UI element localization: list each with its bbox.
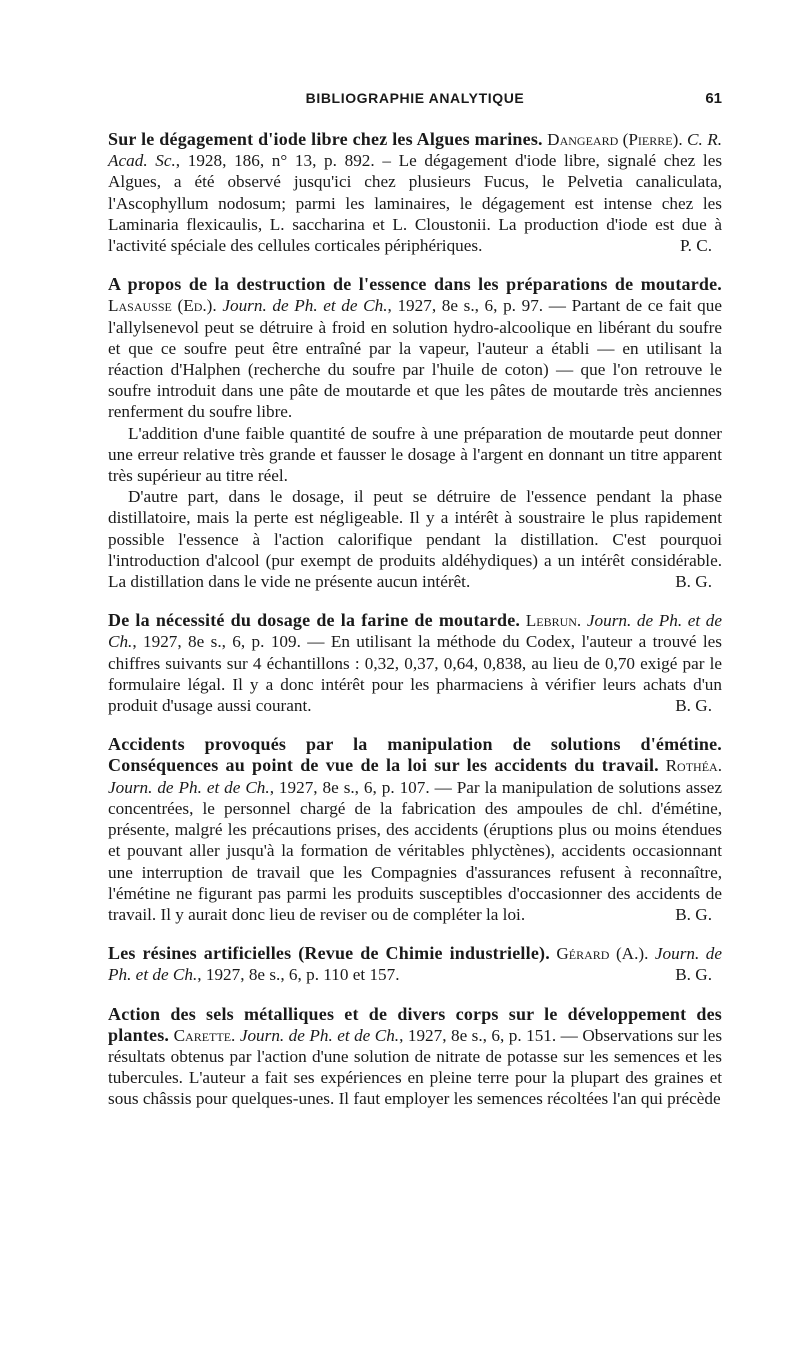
entry-journal: Journ. de Ph. et de Ch. — [239, 1025, 400, 1045]
page-header — [108, 88, 722, 112]
entry-signature: P. C. — [679, 236, 712, 256]
entry-reference: , 1927, 8e s., 6, p. 97. — — [387, 296, 566, 316]
entry-title: Accidents provoqués par la manipulation de solutions d'émétine. Conséquences au point de vue de la loi sur les accidents du travail. — [108, 734, 722, 776]
entry-title: Sur le dégagement d'iode libre chez les Algues marines. — [108, 129, 543, 149]
entry-reference: , 1927, 8e s., 6, p. 151. — — [399, 1025, 578, 1045]
entry-paragraph: D'autre part, dans le dosage, il peut se détruire de l'essence pendant la phase distillatoire, mais la perte est négligeable. Il y a intérêt à soustraire le plus rapidement possible l'essence à l'action calorifique pendant la distillation. C'est pourquoi l'introduction d'alcool (pur exempt de produits aldéhydiques) a un intérêt considérable. La distillation dans le vide ne présente aucun intérêt. — [108, 487, 722, 592]
entry-title: Les résines artificielles (Revue de Chimie industrielle). — [108, 943, 550, 964]
entry-journal: Journ. de Ph. et de Ch. — [222, 296, 388, 316]
entry-signature: B. G. — [675, 572, 712, 592]
entry-reference: , 1927, 8e s., 6, p. 110 et 157. — [197, 965, 400, 985]
bibliography-entry — [108, 943, 722, 985]
entry-reference: , 1927, 8e s., 6, p. 109. — — [132, 632, 325, 652]
entry-journal: Journ. de Ph. et de Ch. — [108, 611, 723, 652]
entry-reference: , 1927, 8e s., 6, p. 107. — — [269, 777, 452, 797]
bibliography-entry — [108, 274, 722, 592]
entry-body: Par la manipulation de solutions assez concentrées, le personnel chargé de la fabrication des ampoules de chl. d'émétine, présente, malgré les précautions prises, des accidents (éruptions plus ou moins étendues et pouvant aller jusqu'à la formation de véritables phlyctènes), accidents occasionnant une interruption de travail que les Compagnies d'assurances refusent à reconnaître, l'émétine ne figurant pas parmi les produits susceptibles d'occasionner des accidents de travail. Il y aurait donc lieu de reviser ou de compléter la loi. — [108, 777, 723, 924]
entry-signature: B. G. — [675, 965, 712, 985]
entry-signature: B. G. — [675, 904, 712, 924]
running-title: BIBLIOGRAPHIE ANALYTIQUE — [305, 90, 525, 106]
page-number: 61 — [705, 90, 722, 107]
bibliography-entry — [108, 610, 722, 716]
entry-author: Rothéa. — [665, 756, 722, 776]
entry-body: Observations sur les résultats obtenus par l'action d'une solution de nitrate de potasse sur les semences et les tubercules. L'auteur a fait ses expériences en pleine terre pour la plupart des graines et sous châssis pour quelques-unes. Il faut employer les semences récoltées l'an qui précède — [108, 1025, 723, 1109]
entry-body: Partant de ce fait que l'allylsenevol peut se détruire à froid en solution hydro-alcoolique en libérant du soufre et que ce soufre peut être entraîné par la vapeur, l'auteur a établi — en utilisant la réaction d'Halphen (recherche du soufre par l'huile de coton) — que l'on retrouve le soufre introduit dans une pâte de moutarde et que les pâtes de moutarde très anciennes renferment du soufre libre. — [108, 296, 722, 422]
entry-title: De la nécessité du dosage de la farine de moutarde. — [108, 610, 521, 631]
entry-body: Le dégagement d'iode libre, signalé chez les Algues, a été observé jusqu'ici chez plusieurs Fucus, le Pelvetia canaliculata, l'Ascophyllum nodosum; parmi les laminaires, le dégagement est intense chez les Laminaria flexicaulis, L. saccharina et L. Cloustonii. La production d'iode est due à l'activité spéciale des cellules corticales périphériques. — [108, 151, 723, 256]
page — [108, 88, 722, 1128]
entry-signature: B. G. — [675, 696, 712, 716]
entry-author: Gérard (A.). — [556, 944, 649, 964]
entry-journal: Journ. de Ph. et de Ch. — [108, 777, 270, 797]
entry-journal: C. R. Acad. Sc. — [108, 130, 723, 171]
entry-title: A propos de la destruction de l'essence dans les préparations de moutarde. — [108, 274, 722, 295]
entry-body: En utilisant la méthode du Codex, l'auteur a trouvé les chiffres suivants sur 4 échantillons : 0,32, 0,37, 0,64, 0,838, au lieu de 0,70 exigé par le formulaire légal. Il y a donc intérêt pour les pharmaciens à vérifier leurs achats d'un produit d'usage aussi courant. — [108, 632, 722, 716]
entry-paragraph: L'addition d'une faible quantité de soufre à une préparation de moutarde peut donner une erreur relative très grande et fausser le dosage à l'argent en donnant un titre apparent très supérieur au titre réel. — [108, 423, 722, 486]
bibliography-entry — [108, 129, 722, 256]
entry-reference: , 1928, 186, n° 13, p. 892. – — [175, 151, 391, 171]
entry-author: Carette. — [173, 1025, 236, 1045]
entry-author: Lasausse (Ed.). — [108, 296, 217, 316]
bibliography-entry — [108, 734, 722, 925]
entry-author: Dangeard (Pierre). — [547, 130, 683, 149]
entry-journal: Journ. de Ph. et de Ch. — [108, 944, 722, 985]
bibliography-entry — [108, 1004, 722, 1110]
entry-author: Lebrun. — [525, 611, 582, 631]
entry-title: Action des sels métalliques et de divers corps sur le développement des plantes. — [108, 1003, 722, 1045]
